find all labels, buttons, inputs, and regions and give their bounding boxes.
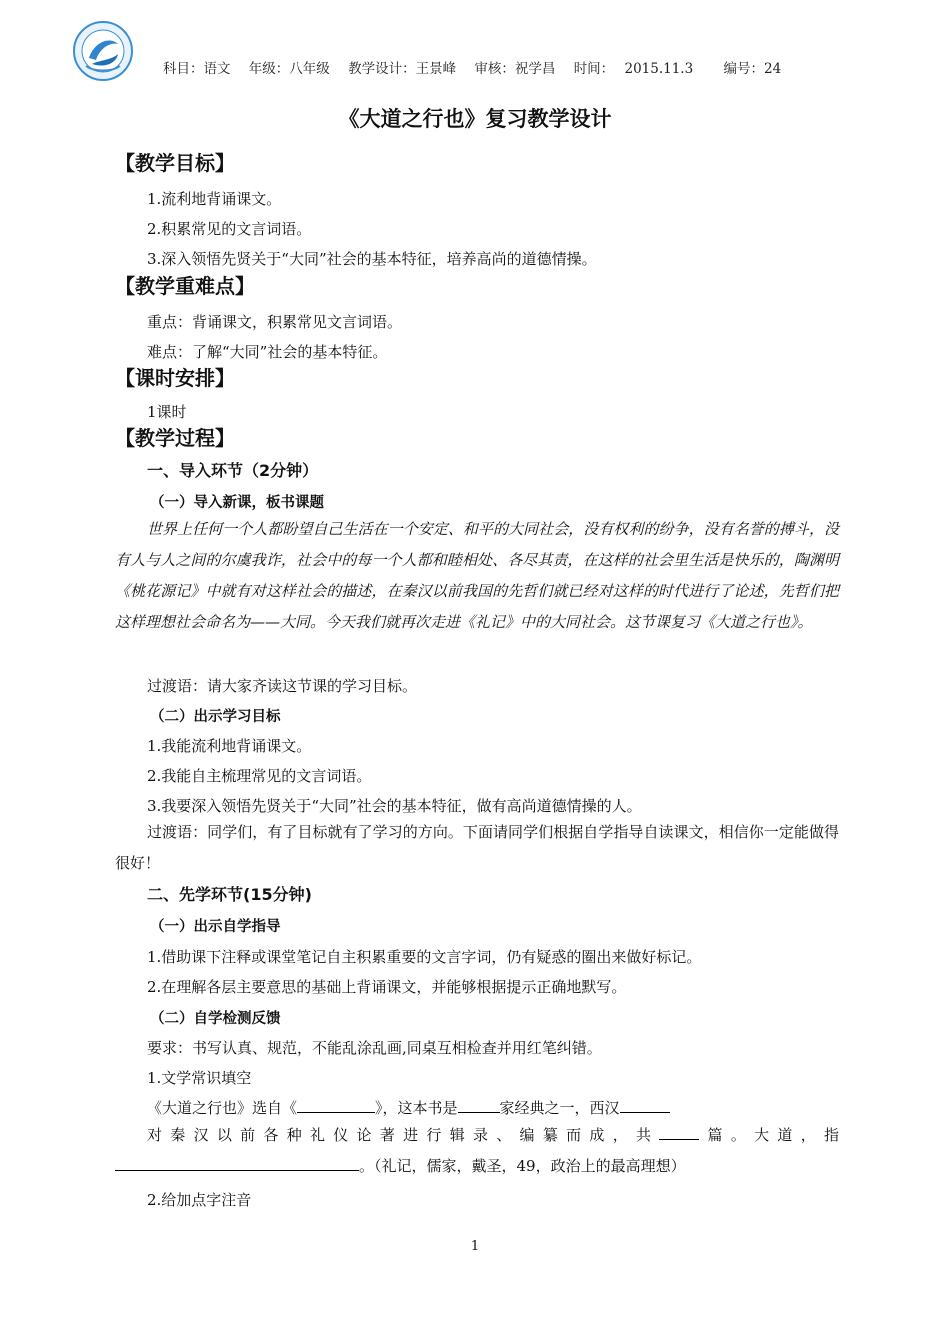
guide-item: 1.借助课下注释或课堂笔记自主积累重要的文言字词，仍有疑惑的圈出来做好标记。 [147,948,702,966]
section-process-title: 【教学过程】 [115,426,235,450]
school-logo [72,20,134,82]
part2-title: 二、先学环节(15分钟) [147,885,312,904]
part1-sub1: （一）导入新课，板书课题 [150,495,324,511]
header-designer: 教学设计：王景峰 [348,61,457,77]
part1-sub2: （二）出示学习目标 [150,709,281,725]
transition-2: 过渡语：同学们，有了目标就有了学习的方向。下面请同学们根据自学指导自读课文，相信你一定能做得很好！ [115,823,839,872]
target-item: 3.我要深入领悟先贤关于“大同”社会的基本特征，做有高尚道德情操的人。 [147,797,642,815]
question-1: 1.文学常识填空 [147,1069,252,1087]
header-grade: 年级：八年级 [248,61,330,77]
header-reviewer: 审核：祝学昌 [474,61,556,77]
fill-text-6: 。（礼记，儒家，戴圣，49，政治上的最高理想） [359,1157,686,1175]
header-time-label: 时间： [573,61,615,77]
header-meta [163,57,795,77]
answer-blank[interactable] [297,1098,375,1113]
fill-text-4: 对秦汉以前各种礼仪论著进行辑录、编纂而成，共 [147,1126,660,1144]
header-time-value: 2015.11.3 [624,61,694,77]
part2-sub2: （二）自学检测反馈 [150,1011,281,1027]
question-2: 2.给加点字注音 [147,1191,252,1209]
key-point: 重点：背诵课文，积累常见文言词语。 [147,313,403,331]
section-goals-title: 【教学目标】 [115,151,235,175]
fill-text-5: 篇。大道，指 [699,1126,839,1144]
fill-blank-continued [115,1120,839,1182]
goal-item: 3.深入领悟先贤关于“大同”社会的基本特征，培养高尚的道德情操。 [147,250,597,268]
fill-text-1: 《大道之行也》选自《 [147,1099,298,1117]
fill-text-2: 》，这本书是 [375,1099,458,1117]
target-item: 2.我能自主梳理常见的文言词语。 [147,767,372,785]
difficult-point: 难点：了解“大同”社会的基本特征。 [147,343,388,361]
answer-blank[interactable] [659,1125,699,1140]
section-schedule-title: 【课时安排】 [115,366,235,390]
goal-item: 1.流利地背诵课文。 [147,190,282,208]
requirement-text: 要求：书写认真、规范，不能乱涂乱画,同桌互相检查并用红笔纠错。 [147,1039,602,1057]
guide-item: 2.在理解各层主要意思的基础上背诵课文，并能够根据提示正确地默写。 [147,978,627,996]
document-title: 《大道之行也》复习教学设计 [338,107,612,131]
schedule-text: 1课时 [147,403,187,421]
target-item: 1.我能流利地背诵课文。 [147,737,312,755]
header-subject: 科目：语文 [163,61,231,77]
answer-blank[interactable] [458,1098,500,1113]
answer-blank[interactable] [115,1156,359,1171]
header-number: 编号：24 [723,61,782,77]
page-number: 1 [470,1239,480,1254]
answer-blank[interactable] [620,1098,670,1113]
part2-sub1: （一）出示自学指导 [150,919,281,935]
transition-1: 过渡语：请大家齐读这节课的学习目标。 [147,677,418,695]
intro-paragraph: 世界上任何一个人都盼望自己生活在一个安定、和平的大同社会，没有权利的纷争，没有名誉的搏斗，没有人与人之间的尔虞我诈，社会中的每一个人都和睦相处、各尽其责，在这样的社会里生活是快乐的，陶渊明《桃花源记》中就有对这样社会的描述，在秦汉以前我国的先哲们就已经对这样的时代进行了论述，先哲们把这样理想社会命名为——大同。今天我们就再次走进《礼记》中的大同社会。这节课复习《大道之行也》。 [115,520,839,631]
fill-blank-line-1 [147,1097,670,1118]
fill-text-3: 家经典之一，西汉 [499,1099,620,1117]
section-key-title: 【教学重难点】 [115,274,255,298]
goal-item: 2.积累常见的文言词语。 [147,220,312,238]
part1-title: 一、导入环节（2分钟） [147,461,319,480]
